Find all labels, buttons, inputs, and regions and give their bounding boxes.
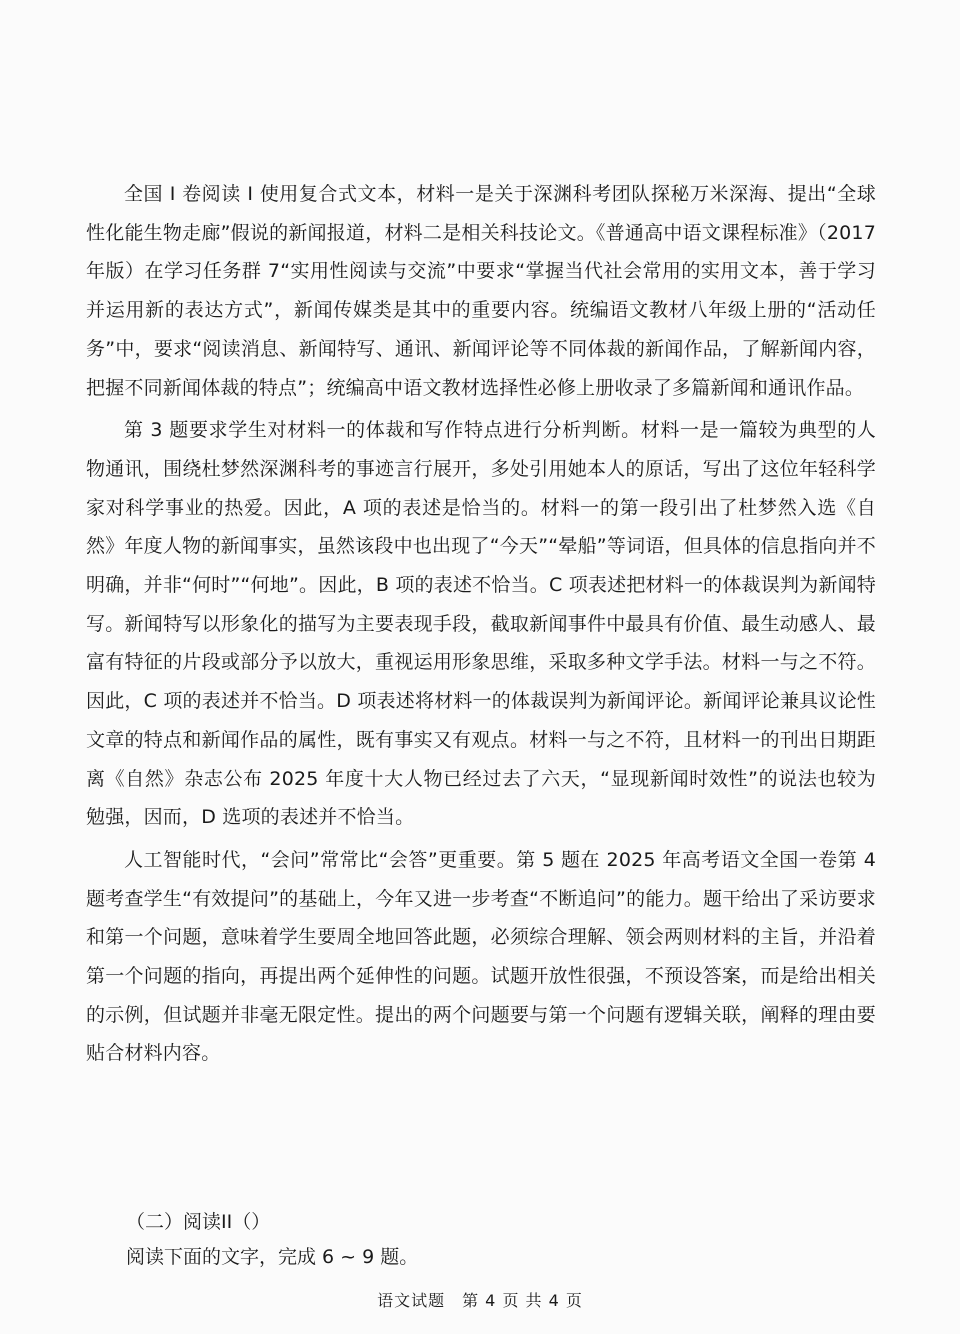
section-heading-reading-2: （二）阅读II（） xyxy=(126,1211,271,1233)
page-footer: 语文试题 第 4 页 共 4 页 xyxy=(377,1291,583,1310)
commentary-body xyxy=(86,175,876,1077)
paragraph-question-3-analysis: 第 3 题要求学生对材料一的体裁和写作特点进行分析判断。材料一是一篇较为典型的人物通讯，围绕杜梦然深渊科考的事迹言行展开，多处引用她本人的原话，写出了这位年轻科学家对科学事业的热爱。因此，A 项的表述是恰当的。材料一的第一段引出了杜梦然入选《自然》年度人物的新闻事实，虽然该段中也出现了“今天”“晕船”等词语，但具体的信息指向并不明确，并非“何时”“何地”。因此，B 项的表述不恰当。C 项表述把材料一的体裁误判为新闻特写。新闻特写以形象化的描写为主要表现手段，截取新闻事件中最具有价值、最生动感人、最富有特征的片段或部分予以放大，重视运用形象思维，采取多种文学手法。材料一与之不符。因此，C 项的表述并不恰当。D 项表述将材料一的体裁误判为新闻评论。新闻评论兼具议论性文章的特点和新闻作品的属性，既有事实又有观点。材料一与之不符，且材料一的刊出日期距离《自然》杂志公布 2025 年度十大人物已经过去了六天，“显现新闻时效性”的说法也较为勉强，因而，D 选项的表述并不恰当。 xyxy=(86,419,876,829)
paragraph-reading-1-text-type: 全国 I 卷阅读 I 使用复合式文本，材料一是关于深渊科考团队探秘万米深海、提出“全球性化能生物走廊”假说的新闻报道，材料二是相关科技论文。《普通高中语文课程标准》（2017年版）在学习任务群 7“实用性阅读与交流”中要求“掌握当代社会常用的实用文本，善于学习并运用新的表达方式”，新闻传媒类是其中的重要内容。统编语文教材八年级上册的“活动任务”中，要求“阅读消息、新闻特写、通讯、新闻评论等不同体裁的新闻作品，了解新闻内容，把握不同新闻体裁的特点”；统编高中语文教材选择性必修上册收录了多篇新闻和通讯作品。 xyxy=(86,183,876,399)
paragraph-question-5-analysis: 人工智能时代，“会问”常常比“会答”更重要。第 5 题在 2025 年高考语文全国一卷第 4 题考查学生“有效提问”的基础上，今年又进一步考查“不断追问”的能力。题干给出了采访要求和第一个问题，意味着学生要周全地回答此题，必须综合理解、领会两则材料的主旨，并沿着第一个问题的指向，再提出两个延伸性的问题。试题开放性很强，不预设答案，而是给出相关的示例，但试题并非毫无限定性。提出的两个问题要与第一个问题有逻辑关联，阐释的理由要贴合材料内容。 xyxy=(86,848,876,1065)
reading-instruction: 阅读下面的文字，完成 6 ~ 9 题。 xyxy=(126,1246,419,1268)
